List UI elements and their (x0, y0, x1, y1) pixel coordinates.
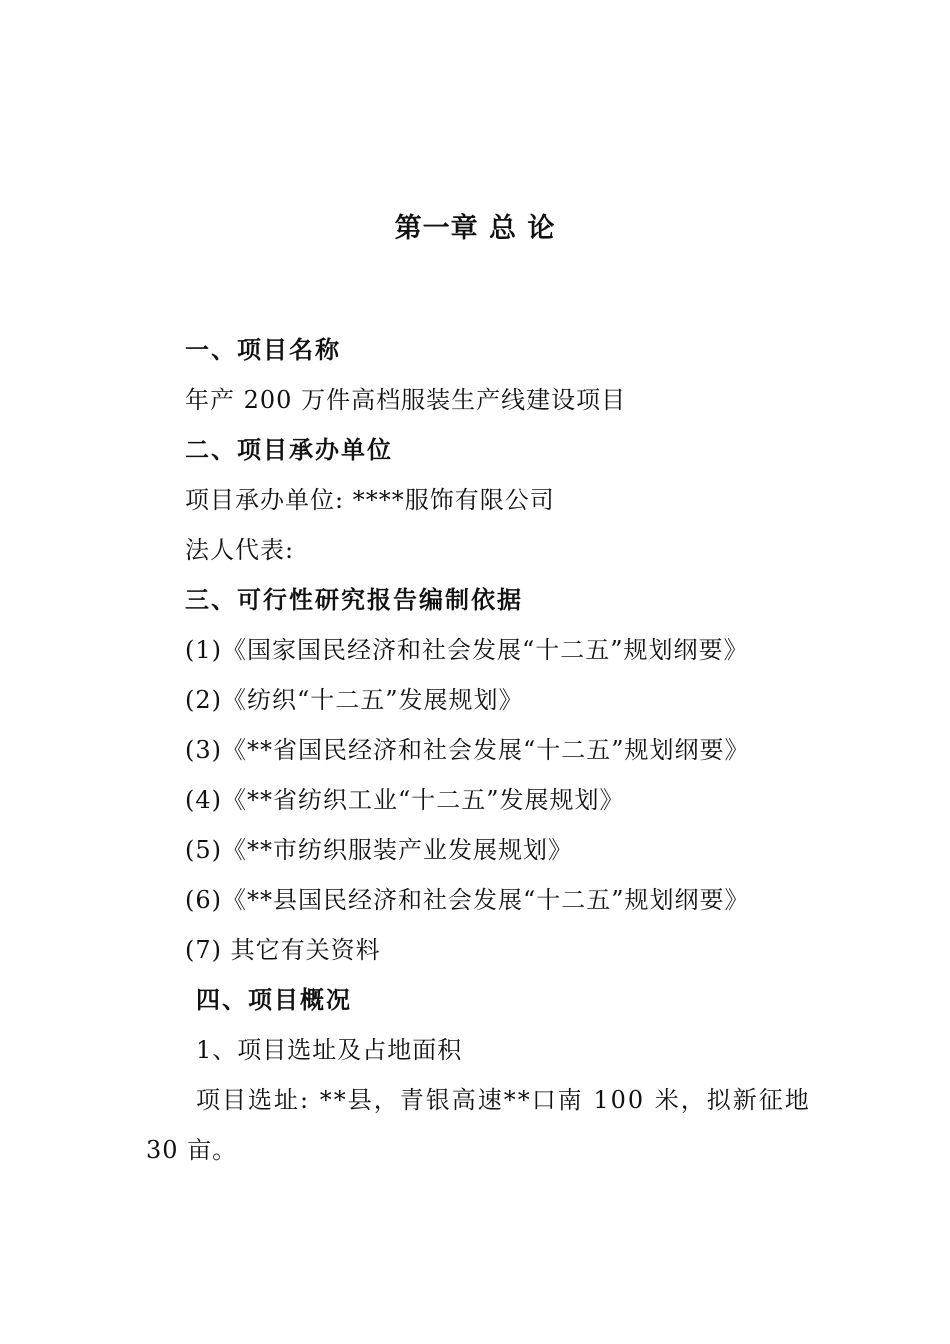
undertaking-unit-text: 项目承办单位: ****服饰有限公司 (185, 486, 555, 514)
section-heading-undertaking-unit: 二、项目承办单位 (185, 436, 393, 464)
section-heading-basis: 三、可行性研究报告编制依据 (185, 586, 523, 614)
basis-item: (2)《纺织“十二五”发展规划》 (185, 686, 524, 714)
basis-item: (6)《**县国民经济和社会发展“十二五”规划纲要》 (185, 886, 750, 914)
basis-item: (7) 其它有关资料 (185, 936, 381, 964)
subsection-heading-site: 1、项目选址及占地面积 (196, 1036, 463, 1064)
basis-item: (1)《国家国民经济和社会发展“十二五”规划纲要》 (185, 636, 749, 664)
legal-representative-text: 法人代表: (185, 536, 295, 564)
basis-item: (4)《**省纺织工业“十二五”发展规划》 (185, 786, 625, 814)
chapter-title: 第一章 总 论 (394, 213, 556, 244)
basis-item: (3)《**省国民经济和社会发展“十二五”规划纲要》 (185, 736, 750, 764)
basis-item: (5)《**市纺织服装产业发展规划》 (185, 836, 573, 864)
site-paragraph-line-1: 项目选址: **县，青银高速**口南 100 米，拟新征地 (196, 1086, 811, 1114)
section-heading-project-name: 一、项目名称 (185, 336, 341, 364)
section-heading-overview: 四、项目概况 (196, 986, 352, 1014)
site-paragraph-line-2: 30 亩。 (146, 1136, 238, 1164)
project-name-text: 年产 200 万件高档服装生产线建设项目 (185, 386, 627, 414)
